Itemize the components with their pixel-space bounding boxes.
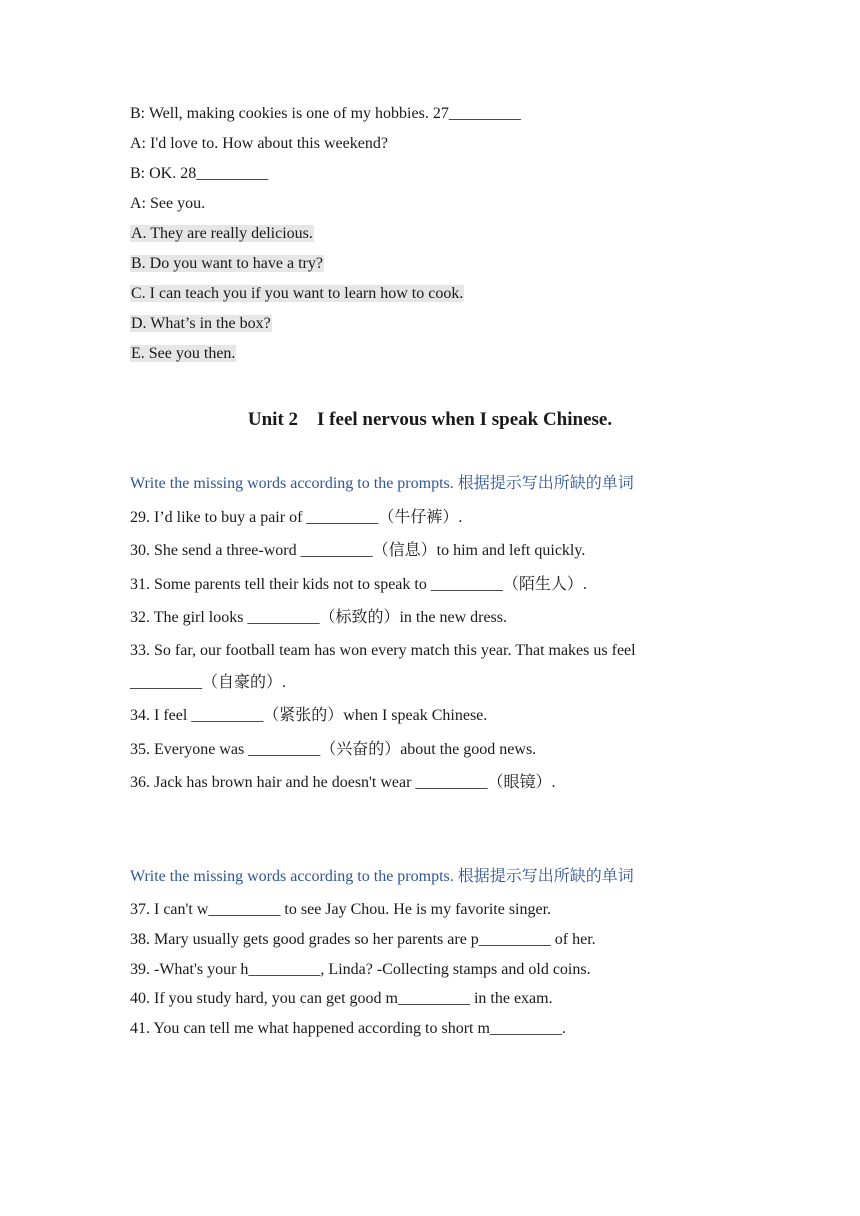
option-text: B. Do you want to have a try?	[131, 255, 323, 272]
option-c	[130, 284, 464, 304]
question-33-continued: _________（自豪的）.	[130, 674, 287, 691]
dialogue-line: B: Well, making cookies is one of my hobbies. 27_________	[130, 105, 521, 122]
dialogue-line: A: I'd love to. How about this weekend?	[130, 135, 388, 152]
question-35: 35. Everyone was _________（兴奋的）about the good news.	[130, 741, 537, 758]
question-41: 41. You can tell me what happened according to short m_________.	[130, 1020, 566, 1037]
question-30: 30. She send a three-word _________（信息）to him and left quickly.	[130, 542, 586, 559]
option-text: E. See you then.	[131, 345, 236, 362]
question-40: 40. If you study hard, you can get good m_________ in the exam.	[130, 990, 553, 1007]
question-33: 33. So far, our football team has won every match this year. That makes us feel	[130, 642, 636, 659]
option-text: D. What’s in the box?	[131, 315, 271, 332]
dialogue-line: B: OK. 28_________	[130, 165, 269, 182]
option-d	[130, 314, 272, 334]
question-29: 29. I’d like to buy a pair of _________（牛仔裤）.	[130, 509, 463, 526]
question-37: 37. I can't w_________ to see Jay Chou. He is my favorite singer.	[130, 901, 552, 918]
option-text: A. They are really delicious.	[131, 225, 313, 242]
question-39: 39. -What's your h_________, Linda? -Collecting stamps and old coins.	[130, 961, 591, 978]
option-text: C. I can teach you if you want to learn how to cook.	[131, 285, 464, 302]
option-b	[130, 254, 324, 274]
question-31: 31. Some parents tell their kids not to speak to _________（陌生人）.	[130, 576, 587, 593]
dialogue-line: A: See you.	[130, 195, 206, 212]
section1-instruction: Write the missing words according to the prompts. 根据提示写出所缺的单词	[130, 475, 634, 492]
unit-title: Unit 2 I feel nervous when I speak Chinese.	[247, 409, 613, 430]
question-34: 34. I feel _________（紧张的）when I speak Chinese.	[130, 707, 488, 724]
section2-instruction: Write the missing words according to the prompts. 根据提示写出所缺的单词	[130, 868, 634, 885]
option-a	[130, 224, 314, 244]
question-38: 38. Mary usually gets good grades so her parents are p_________ of her.	[130, 931, 596, 948]
option-e	[130, 344, 236, 364]
question-32: 32. The girl looks _________（标致的）in the new dress.	[130, 609, 508, 626]
question-36: 36. Jack has brown hair and he doesn't wear _________（眼镜）.	[130, 774, 556, 791]
